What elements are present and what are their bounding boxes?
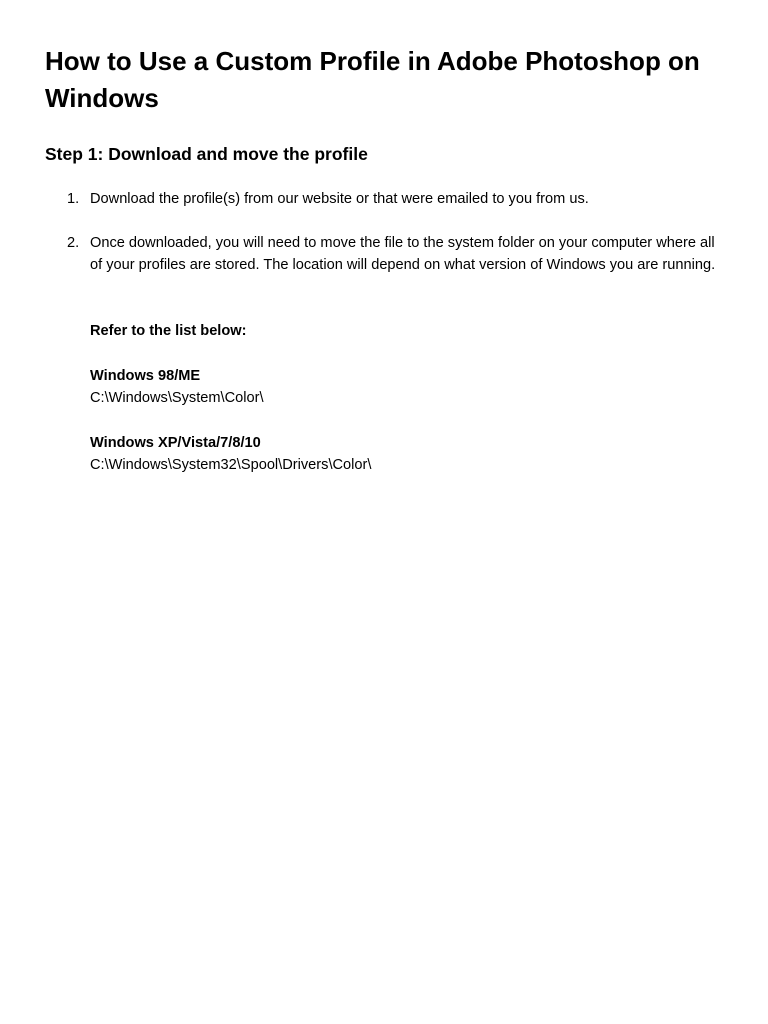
windows-xp-10-label: Windows XP/Vista/7/8/10: [90, 435, 261, 451]
list-item-text: Download the profile(s) from our website or that were emailed to you from us.: [90, 191, 589, 207]
list-item-text: Once downloaded, you will need to move the file to the system folder on your computer where all of your profiles are stored. The location will depend on what version of Windows you are running.: [90, 235, 716, 273]
list-item-number: 1.: [67, 191, 80, 207]
windows-xp-10-path: C:\Windows\System32\Spool\Drivers\Color\: [90, 457, 372, 473]
refer-label: Refer to the list below:: [90, 323, 247, 339]
windows-98-me-path: C:\Windows\System\Color\: [90, 390, 264, 406]
step-1-heading: Step 1: Download and move the profile: [45, 144, 368, 164]
list-item-number: 2.: [67, 235, 80, 251]
page-title: How to Use a Custom Profile in Adobe Photoshop on Windows: [45, 46, 700, 113]
windows-98-me-label: Windows 98/ME: [90, 368, 201, 384]
